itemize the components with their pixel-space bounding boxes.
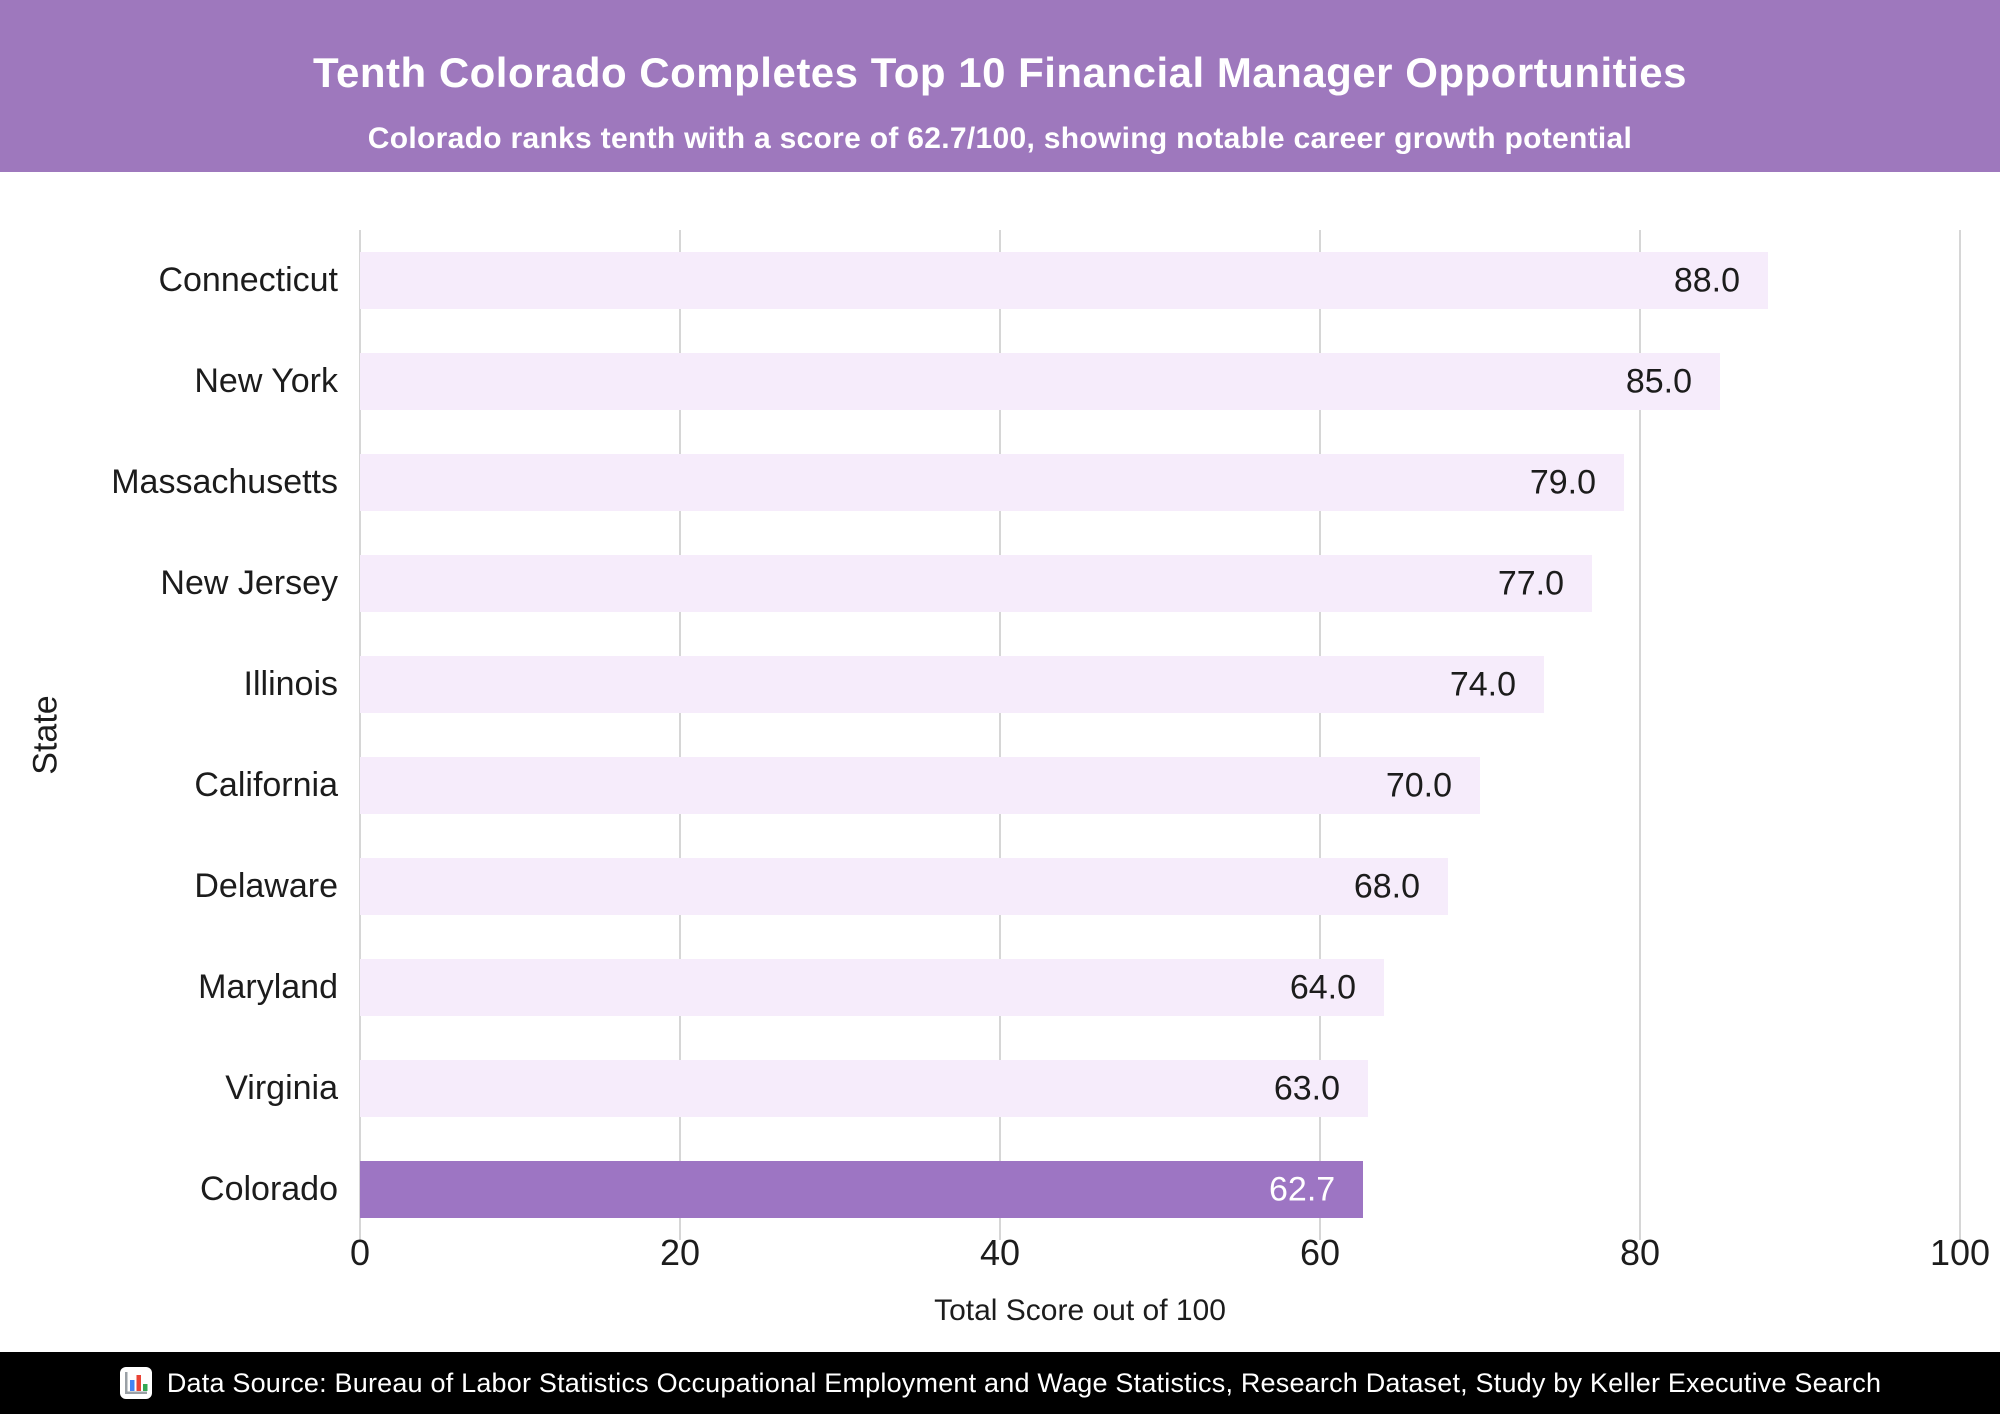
x-axis-title: Total Score out of 100 bbox=[934, 1294, 1226, 1327]
bar-value-label: 68.0 bbox=[1353, 867, 1420, 905]
bar-value-label: 85.0 bbox=[1625, 362, 1692, 400]
y-axis-category-label: New York bbox=[194, 362, 338, 400]
bar-value-label: 77.0 bbox=[1497, 564, 1564, 602]
bar-value-label: 64.0 bbox=[1289, 968, 1356, 1006]
bar-chart-emoji-icon bbox=[119, 1366, 153, 1400]
bar bbox=[360, 353, 1720, 410]
y-axis-category-labels bbox=[0, 230, 338, 1240]
bar bbox=[360, 1060, 1368, 1117]
x-tick-label: 40 bbox=[979, 1232, 1021, 1273]
bar bbox=[360, 959, 1384, 1016]
bar-value-label: 70.0 bbox=[1385, 766, 1452, 804]
bar-chart bbox=[0, 172, 2000, 1352]
bar-row bbox=[360, 432, 1960, 533]
x-tick-label: 0 bbox=[349, 1232, 371, 1273]
y-axis-category-label: Connecticut bbox=[158, 261, 338, 299]
bar bbox=[360, 656, 1544, 713]
bar-value-label: 74.0 bbox=[1449, 665, 1516, 703]
x-tick-label: 20 bbox=[659, 1232, 701, 1273]
bar-row bbox=[360, 634, 1960, 735]
y-axis-category-label: Massachusetts bbox=[111, 463, 338, 501]
y-axis-category-label: California bbox=[194, 766, 338, 804]
bar bbox=[360, 454, 1624, 511]
x-axis-ticks bbox=[349, 1232, 1991, 1276]
x-tick-label: 60 bbox=[1299, 1232, 1341, 1273]
bar-value-label: 79.0 bbox=[1529, 463, 1596, 501]
plot-area bbox=[360, 230, 1960, 1240]
bar-row bbox=[360, 533, 1960, 634]
chart-title: Tenth Colorado Completes Top 10 Financial Manager Opportunities bbox=[312, 49, 1688, 96]
x-tick-label: 100 bbox=[1929, 1232, 1991, 1273]
y-axis-title: State bbox=[26, 695, 65, 775]
bar-value-label: 62.7 bbox=[1269, 1170, 1336, 1208]
chart-subtitle: Colorado ranks tenth with a score of 62.7/100, showing notable career growth potential bbox=[367, 122, 1633, 155]
y-axis-category-label: New Jersey bbox=[160, 564, 338, 602]
bar bbox=[360, 858, 1448, 915]
y-axis-category-label: Maryland bbox=[198, 968, 338, 1006]
x-tick-label: 80 bbox=[1619, 1232, 1661, 1273]
bar-value-label: 88.0 bbox=[1673, 261, 1740, 299]
bar-row bbox=[360, 1038, 1960, 1139]
bar-row bbox=[360, 937, 1960, 1038]
y-axis-category-label: Delaware bbox=[194, 867, 338, 905]
bar-row bbox=[360, 836, 1960, 937]
chart-header-banner bbox=[0, 0, 2000, 172]
data-source-footer bbox=[0, 1352, 2000, 1414]
bar-row bbox=[360, 230, 1960, 331]
y-axis-category-label: Illinois bbox=[243, 665, 338, 703]
y-axis-category-label: Colorado bbox=[200, 1170, 338, 1208]
bar-row bbox=[360, 1139, 1960, 1240]
bar-row bbox=[360, 735, 1960, 836]
bar bbox=[360, 1161, 1363, 1218]
bar-value-label: 63.0 bbox=[1273, 1069, 1340, 1107]
bar bbox=[360, 252, 1768, 309]
y-axis-category-label: Virginia bbox=[225, 1069, 338, 1107]
bar-row bbox=[360, 331, 1960, 432]
bar bbox=[360, 757, 1480, 814]
bar bbox=[360, 555, 1592, 612]
data-source-text: Data Source: Bureau of Labor Statistics Occupational Employment and Wage Statistics, Research Dataset, Study by Keller Executive Search bbox=[166, 1367, 1882, 1398]
